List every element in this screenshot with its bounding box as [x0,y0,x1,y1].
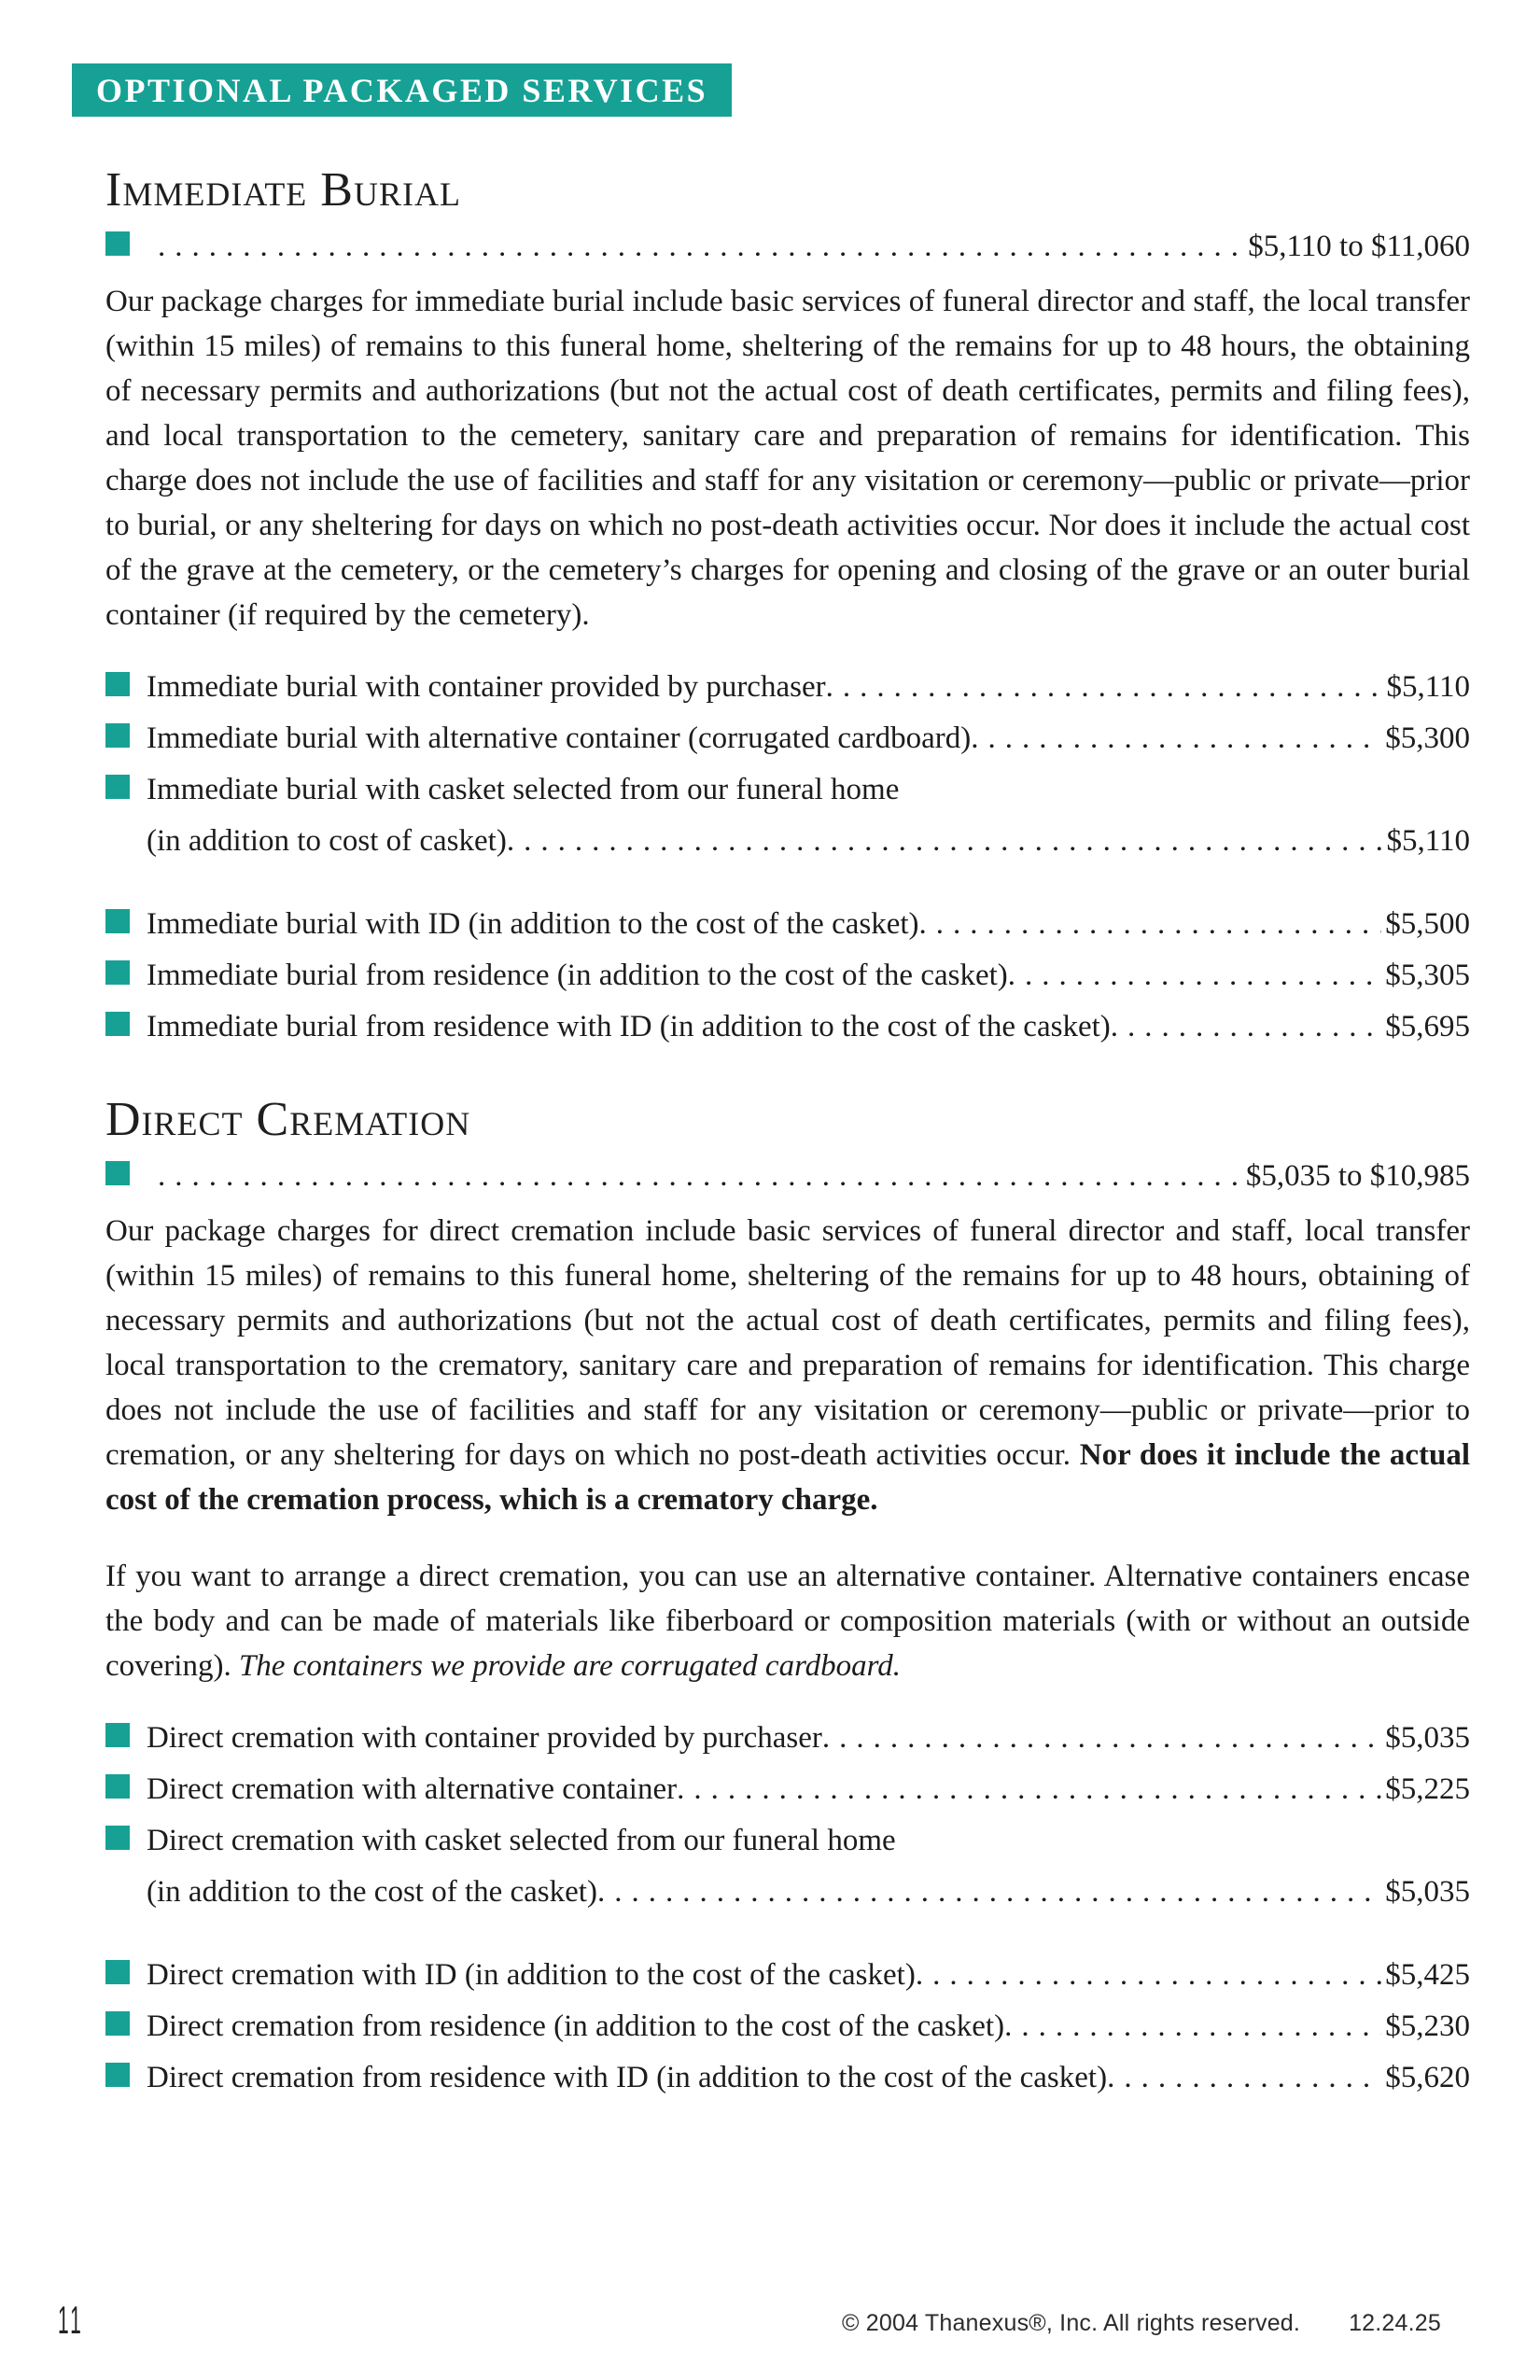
section-banner: OPTIONAL PACKAGED SERVICES [72,63,732,117]
paragraph-text: If you want to arrange a direct cremation, you can use an alternative container. Alternative containers encase the body and can be made of materials like fiberboard or composition materials (with or without an outside covering). [105,1560,1470,1684]
dot-leader [507,822,1383,861]
dot-leader [916,1956,1381,1995]
page-content [105,163,1470,2097]
bullet-square-icon [105,231,130,256]
item-label: Direct cremation with container provided by purchaser [147,1721,822,1756]
price-range-value: $5,035 to $10,985 [1245,1159,1470,1194]
dot-leader [826,668,1383,707]
dot-leader [158,1159,1240,1194]
item-price: $5,230 [1385,2009,1470,2044]
bullet-square-icon [105,723,130,748]
list-item [105,668,1470,707]
dot-leader [677,1771,1381,1809]
list-item [105,1956,1470,1995]
price-list [105,668,1470,1046]
item-label: Direct cremation with ID (in addition to the cost of the casket) [147,1958,916,1993]
bullet-square-icon [105,2011,130,2036]
item-price: $5,425 [1385,1958,1470,1993]
list-item [105,1771,1470,1809]
bullet-square-icon [105,909,130,933]
bullet-square-icon [105,2063,130,2087]
section-title-immediate-burial: Immediate Burial [105,163,461,217]
list-item [105,957,1470,995]
dot-leader [1004,2008,1381,2046]
item-price: $5,620 [1385,2061,1470,2095]
price-range-value: $5,110 to $11,060 [1248,230,1470,264]
item-label: Direct cremation with alternative container [147,1772,678,1807]
price-list [105,1719,1470,2097]
list-item [105,2059,1470,2097]
footer-copyright-row [842,2310,1441,2337]
item-label: Immediate burial with alternative container (corrugated cardboard) [147,721,972,756]
list-item [105,1822,1470,1911]
dot-leader [919,905,1382,944]
copyright-text: © 2004 Thanexus®, Inc. All rights reserved. [842,2310,1301,2336]
dot-leader [1107,2059,1381,2097]
item-price: $5,500 [1385,907,1470,942]
item-label: Immediate burial with ID (in addition to the cost of the casket) [147,907,919,942]
item-label: Immediate burial with casket selected from our funeral home [147,773,900,807]
item-price: $5,300 [1385,721,1470,756]
bullet-square-icon [105,1774,130,1799]
section-paragraph [105,1209,1470,1522]
bullet-square-icon [105,1161,130,1185]
item-label: Immediate burial from residence (in addition to the cost of the casket) [147,959,1008,993]
section-paragraph [105,1554,1470,1688]
bullet-square-icon [105,960,130,985]
item-label: Direct cremation from residence with ID (in addition to the cost of the casket) [147,2061,1108,2095]
bullet-square-icon [105,1826,130,1850]
bullet-square-icon [105,1723,130,1747]
dot-leader [822,1719,1381,1757]
bullet-square-icon [105,775,130,799]
bullet-square-icon [105,1012,130,1036]
list-item [105,905,1470,944]
list-item [105,2008,1470,2046]
list-item [105,1719,1470,1757]
item-label: Immediate burial with container provided by purchaser [147,670,826,705]
price-range-row [105,230,1470,264]
item-price: $5,110 [1386,824,1470,859]
paragraph-text: Our package charges for direct cremation include basic services of funeral director and staff, local transfer (within 15 miles) of remains to this funeral home, sheltering of the remains for up to 48 hours, obtaining of necessary permits and authorizations (but not the actual cost of death certificates, permits and filing fees), local transportation to the crematory, sanitary care and preparation of remains for identification. This charge does not include the use of facilities and staff for any visitation or ceremony—public or private—prior to cremation, or any sheltering for days on which no post-death activities occur. [105,1214,1470,1473]
item-label: Direct cremation from residence (in addition to the cost of the casket) [147,2009,1005,2044]
bullet-square-icon [105,1960,130,1984]
list-item [105,1008,1470,1046]
price-range-row [105,1159,1470,1194]
list-item [105,771,1470,861]
page-footer [0,2294,1540,2343]
item-label-continuation: (in addition to the cost of the casket) [147,1875,597,1910]
item-price: $5,110 [1386,670,1470,705]
item-price: $5,695 [1385,1010,1470,1044]
section-title-direct-cremation: Direct Cremation [105,1093,471,1147]
dot-leader [1111,1008,1382,1046]
footer-date: 12.24.25 [1349,2310,1441,2336]
page-number: 11 [58,2298,84,2342]
item-label-continuation: (in addition to cost of casket) [147,824,507,859]
section-paragraph [105,279,1470,637]
paragraph-text-italic: The containers we provide are corrugated cardboard. [238,1649,902,1684]
dot-leader [597,1873,1381,1911]
paragraph-text: Our package charges for immediate burial include basic services of funeral director and staff, the local transfer (within 15 miles) of remains to this funeral home, sheltering of the remains for up to 48 hours, the obtaining of necessary permits and authorizations (but not the actual cost of death certificates, permits and filing fees), and local transportation to the cemetery, sanitary care and preparation of remains for identification. This charge does not include the use of facilities and staff for any visitation or ceremony—public or private—prior to burial, or any sheltering for days on which no post-death activities occur. Nor does it include the actual cost of the grave at the cemetery, or the cemetery’s charges for opening and closing of the grave or an outer burial container (if required by the cemetery). [105,285,1470,633]
item-label: Immediate burial from residence with ID (in addition to the cost of the casket) [147,1010,1111,1044]
item-price: $5,225 [1385,1772,1470,1807]
dot-leader [971,720,1381,758]
item-price: $5,305 [1385,959,1470,993]
item-price: $5,035 [1385,1721,1470,1756]
bullet-square-icon [105,672,130,696]
item-price: $5,035 [1385,1875,1470,1910]
dot-leader [1008,957,1381,995]
dot-leader [158,230,1242,264]
list-item [105,720,1470,758]
paragraph-text-bold: Nor does it include the actual cost of the cremation process, which is a crematory charge. [105,1438,1470,1518]
item-label: Direct cremation with casket selected from our funeral home [147,1824,896,1858]
